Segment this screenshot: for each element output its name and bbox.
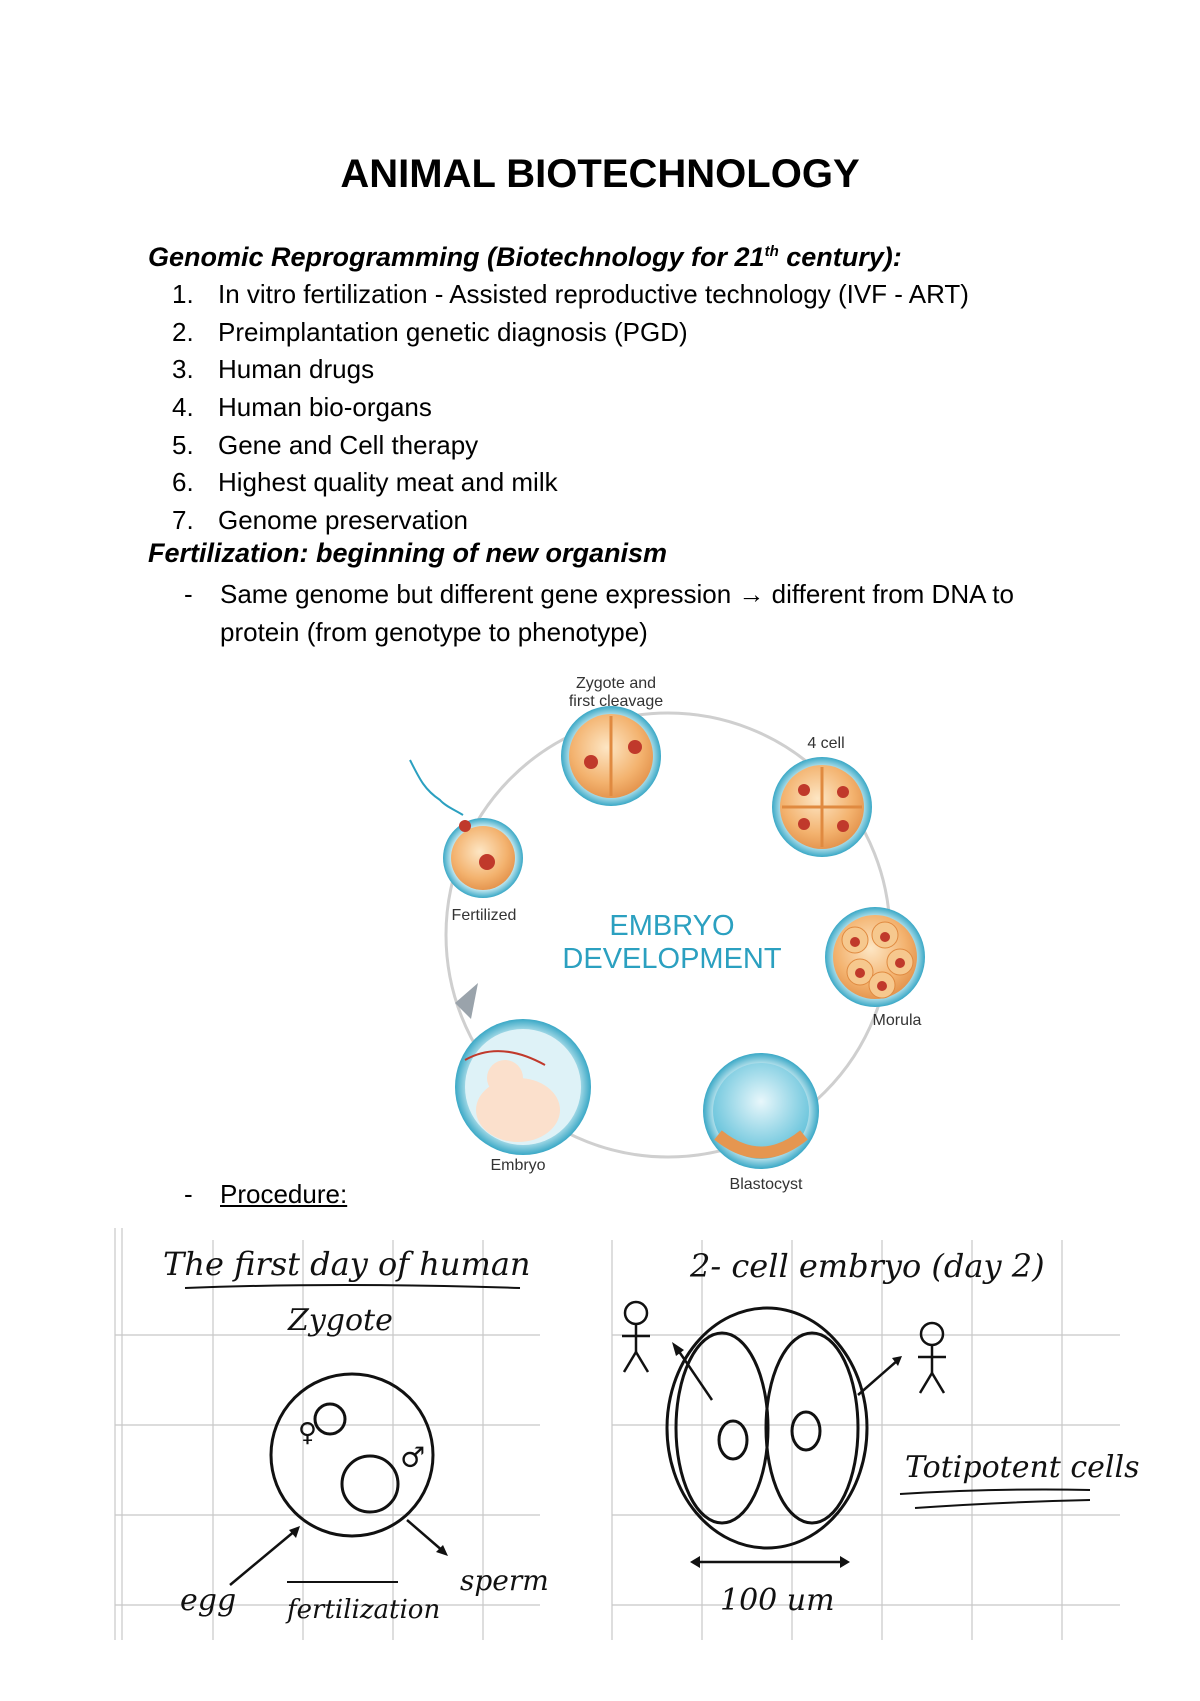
label-zygote: Zygote and [575, 675, 657, 692]
heading-superscript: th [764, 243, 779, 260]
stick-figure-left [622, 1302, 650, 1372]
document-title: ANIMAL BIOTECHNOLOGY [340, 152, 860, 196]
section-heading-fertilization: Fertilization: beginning of new organism [148, 538, 667, 568]
label-embryo: Embryo [490, 1157, 546, 1174]
label-morula: Morula [872, 1012, 922, 1029]
list-item: 2. Preimplantation genetic diagnosis (PGD) [172, 316, 688, 347]
list-item: 1. In vitro fertilization - Assisted reproductive technology (IVF - ART) [172, 279, 969, 309]
list-item: 6. Highest quality meat and milk [172, 467, 558, 498]
fertilization-label: fertilization [287, 1595, 441, 1625]
female-symbol: ♀ [298, 1418, 318, 1448]
label-blastocyst: Blastocyst [729, 1176, 803, 1193]
sperm-label: sperm [460, 1564, 549, 1597]
label-4-cell: 4 cell [807, 735, 845, 752]
male-symbol: ♂ [400, 1441, 426, 1474]
stick-figure-right [918, 1323, 946, 1393]
list-item: 4. Human bio-organs [172, 392, 432, 423]
label-first-cleavage: first cleavage [568, 693, 664, 710]
sketch-left-title: The first day of human [163, 1245, 531, 1283]
bullet-marker-procedure: - [184, 1179, 193, 1209]
list-item: 7. Genome preservation [172, 505, 469, 536]
sketch-right-title: 2- cell embryo (day 2) [690, 1247, 1045, 1285]
totipotent-label: Totipotent cells [905, 1450, 1140, 1485]
size-label: 100 um [720, 1583, 835, 1618]
center-title-line1: EMBRYO [609, 910, 735, 942]
bullet-line: Same genome but different gene expression → different from DNA to [220, 579, 1014, 609]
center-title-line2: DEVELOPMENT [562, 943, 782, 975]
list-item: 3. Human drugs [172, 354, 375, 385]
heading-text: Genomic Reprogramming (Biotechnology for 21 [148, 242, 765, 272]
sketch-left-subtitle: Zygote [288, 1303, 393, 1338]
heading-text-end: century): [778, 242, 902, 272]
bullet-line: protein (from genotype to phenotype) [220, 617, 648, 647]
procedure-label: Procedure: [220, 1179, 348, 1209]
egg-label: egg [180, 1583, 237, 1618]
list-item: 5. Gene and Cell therapy [172, 429, 479, 460]
label-fertilized: Fertilized [451, 907, 517, 924]
bullet-marker: - [184, 579, 193, 609]
